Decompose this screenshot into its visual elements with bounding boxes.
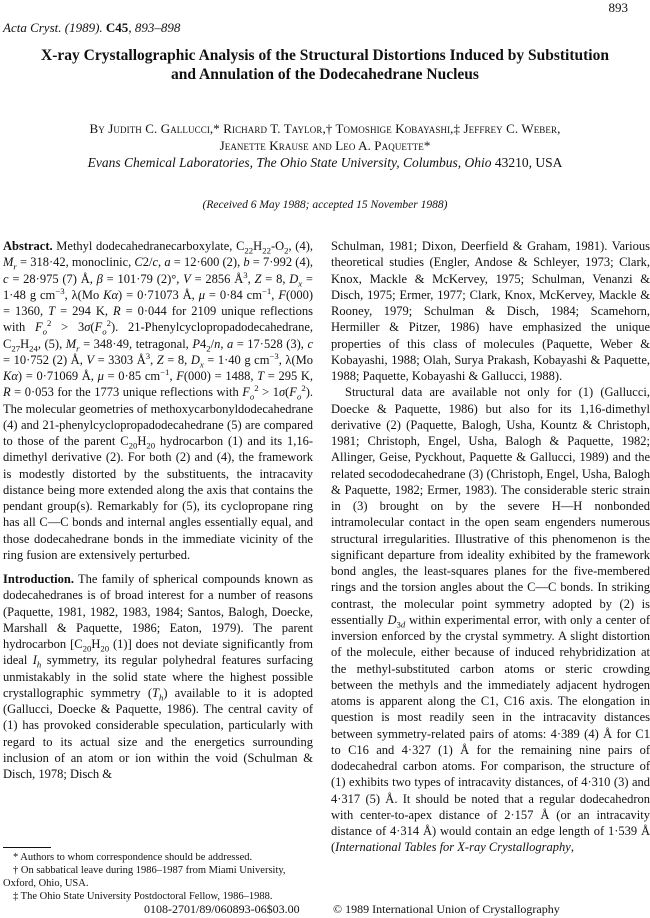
affiliation-text: Evans Chemical Laboratories, The Ohio State University, Columbus, Ohio	[87, 155, 495, 170]
authors-line-2: Jeanette Krause and Leo A. Paquette*	[219, 138, 431, 153]
received-dates: (Received 6 May 1988; accepted 15 November 1988)	[202, 199, 448, 211]
introduction-paragraph: Introduction. The family of spherical compounds known as dodecahedranes is of broad interest for a number of reasons (Paquette, 1981, 1982, 1983, 1984; Santos, Balogh, Doecke, Marshall & Paquette, 1986; Eaton, 1979). The parent hydrocarbon [$C_{20}H_{20}$ (1)] does not deviate significantly from ideal $I_h$ symmetry, its regular polyhedral features surfacing unmistakably in the solid state where the highest possible crystallographic symmetry $(T_h)$ available to it is adopted (Gallucci, Doecke & Paquette, 1986). The central cavity of (1) has provoked considerable speculation, particularly with regard to its actual size and the energetics surrounding inclusion of an atom or ion within the void (Schulman & Disch, 1978; Disch &	[3, 572, 314, 781]
structural-data-paragraph: Structural data are available not only for (1) (Gallucci, Doecke & Paquette, 1986) but also for its 1,16-dimethyl derivative (2) (Paquette, Balogh, Usha, Kountz & Christoph, 1981; Christoph, Engel, Usha, Balogh & Paquette, 1982; Allinger, Geise, Pyckhout, Paquette & Gallucci, 1989) and the related secododecahedrane (3) (Christoph, Engel, Usha, Balogh & Paquette, 1982; Ermer, 1983). The considerable steric strain in (3) brought on by the severe H—H nonbonded intramolecular contact in the open seam engenders numerous structural irregularities. Illustrative of this phenomenon is the significant departure from ideality exhibited by the framework bond angles, the least-squares planes for the five-membered rings and the torsion angles about the C—C bonds. In striking contrast, the molecular point symmetry adopted by (2) is essentially $D_{3d}$ within experimental error, with only a center of inversion enforced by the crystal symmetry. A slight distortion of the molecule, either because of induced rehybridization at the methyl-substituted carbon atoms or steric crowding between the methyls and the immediately adjacent hydrogen atoms is apparent along the C1, C16 axis. The elongation in question is most readily seen in the intracavity distances between symmetry-related pairs of atoms: 4·389 (4) Å for C1 to C16 and 4·327 (1) Å for the remaining nine pairs of dodecahedral carbon atoms. For comparison, the structure of (1) exhibits two types of intracavity distances, of 4·310 (3) and 4·317 (5) Å. It should be noted that a regular dodecahedron with center-to-apex distance of 2·157 Å (or an intracavity distance of 4·314 Å) would contain an edge length of 1·539 Å (International Tables for X-ray Crystallography,	[331, 385, 650, 855]
page-number: 893	[608, 0, 628, 15]
left-column	[3, 238, 313, 782]
authors-line-1: By Judith C. Gallucci,* Richard T. Taylor,† Tomoshige Kobayashi,‡ Jeffrey C. Weber,	[89, 121, 561, 136]
journal-year: (1989).	[61, 20, 106, 35]
journal-name: Acta Cryst.	[3, 20, 62, 35]
title-line-1: X-ray Crystallographic Analysis of the Structural Distortions Induced by Substitution	[41, 47, 609, 64]
article-title	[0, 46, 650, 84]
issn-code: 0108-2701/89/060893-06$03.00	[144, 902, 300, 916]
journal-volume: C45	[105, 20, 129, 35]
footnote-sabbatical: † On sabbatical leave during 1986–1987 from Miami University, Oxford, Ohio, USA.	[3, 865, 286, 889]
journal-reference	[3, 20, 180, 36]
copyright-notice: © 1989 International Union of Crystallography	[333, 902, 560, 916]
footnote-postdoc: ‡ The Ohio State University Postdoctoral Fellow, 1986–1988.	[13, 891, 273, 902]
right-column	[331, 238, 650, 856]
title-line-2: and Annulation of the Dodecahedrane Nucleus	[171, 66, 479, 83]
footnotes	[3, 851, 315, 903]
footnote-corresponding: * Authors to whom correspondence should be addressed.	[13, 852, 253, 863]
footnote-rule	[3, 847, 51, 848]
journal-pages: , 893–898	[128, 20, 181, 35]
affiliation-zip: 43210, USA	[494, 155, 563, 170]
abstract-paragraph: Abstract. Methyl dodecahedranecarboxylate, $C_{22}H_{22}-O_2$, (4), $M_r = 318\cdot 42$, monoclinic, C2/c, a = 12·600 (2), b = 7·992 (4), c = 28·975 (7) Å, β = 101·79 (2)°, V = 2856 $Å^3$, Z = 8, $D_x = 1\cdot 48$ g $cm^{-3}$, λ(Mo Kα) = 0·71073 Å, μ = 0·84 $cm^{-1}$, F(000) = 1360, T = 294 K, R = 0·044 for 2109 unique reflections with $F_o^2 > 3\sigma(F_o^2)$. 21-Phenylcyclopropadodecahedrane, $C_{27}H_{24}$, (5), $M_r = 348\cdot 49$, tetragonal, $P4_2/n$, a = 17·528 (3), c = 10·752 (2) Å, V = 3303 $Å^3$, Z = 8, $D_x = 1\cdot 40$ g $cm^{-3}$, λ(Mo Kα) = 0·71069 Å, μ = 0·85 $cm^{-1}$, F(000) = 1488, T = 295 K, R = 0·053 for the 1773 unique reflections with $F_o^2 > 1\sigma(F_o^2)$. The molecular geometries of methoxycarbonyldodecahedrane (4) and 21-phenylcyclopropadodecahedrane (5) are compared to those of the parent $C_{20}H_{20}$ hydrocarbon (1) and its 1,16-dimethyl derivative (2). For both (2) and (4), the framework is modestly distorted by the substituents, the intracavity distance being more extended along the axis that contains the pendant group(s). Remarkably for (5), its cyclopropane ring has all C—C bonds and internal angles essentially equal, and those dodecahedrane bonds in the immediate vicinity of the ring fusion are extensively perturbed.	[3, 239, 314, 562]
author-list	[0, 120, 650, 154]
intro-continued-paragraph: Schulman, 1981; Dixon, Deerfield & Graham, 1981). Various theoretical studies (Engler, Andose & Schleyer, 1973; Clark, Knox, Mackle & McKervey, 1975; Schulman, Venanzi & Disch, 1975; Ermer, 1977; Clark, Knox, McKervey, Mackle & Rooney, 1979; Schulman & Disch, 1984; Scamehorn, Hermiller & Pitzer, 1986) have emphasized the unique properties of this class of molecules (Paquette, Weber & Kobayashi, 1988; Olah, Surya Prakash, Kobayashi & Paquette, 1988; Paquette, Kobayashi & Gallucci, 1988).	[331, 239, 650, 383]
affiliation	[0, 155, 650, 171]
